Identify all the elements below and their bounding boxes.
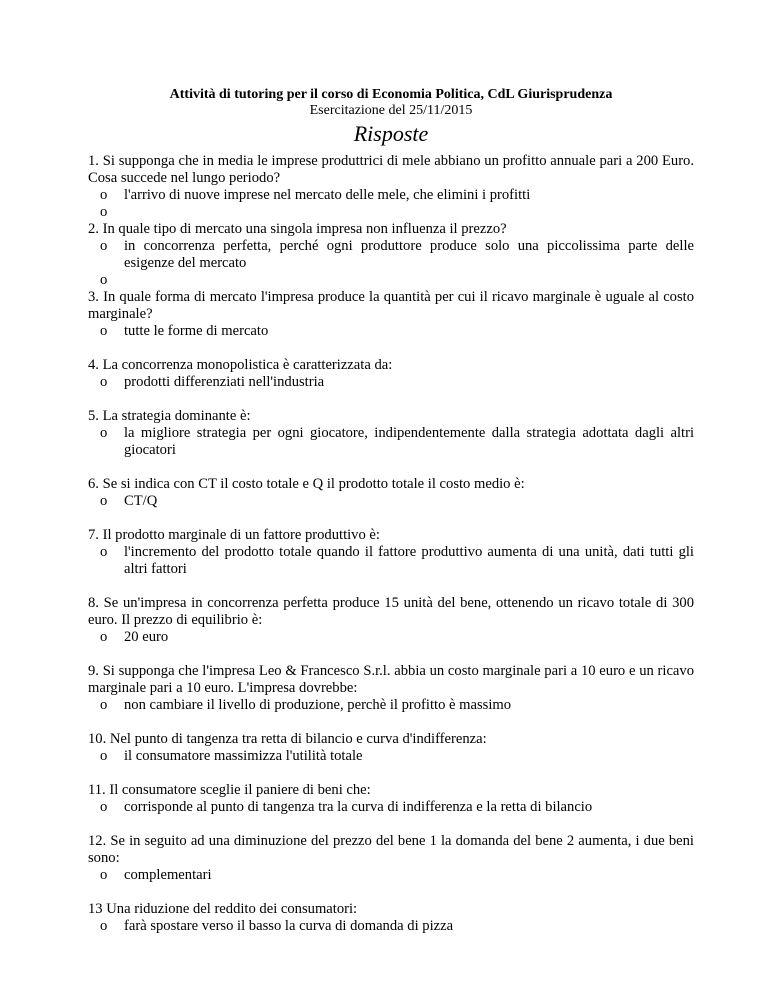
answer-text: la migliore strategia per ogni giocatore, indipendentemente dalla strategia adottata dagli altri giocatori	[124, 425, 694, 458]
question-text: 8. Se un'impresa in concorrenza perfetta produce 15 unità del bene, ottenendo un ricavo totale di 300 euro. Il prezzo di equilibrio è:	[88, 595, 694, 628]
question-text: 3. In quale forma di mercato l'impresa produce la quantità per cui il ricavo marginale è uguale al costo marginale?	[88, 289, 694, 322]
question-block	[88, 595, 694, 663]
spacer	[88, 391, 694, 408]
spacer	[88, 646, 694, 663]
answer-item	[88, 629, 694, 646]
question-block	[88, 476, 694, 527]
answer-item	[88, 272, 694, 289]
question-text: 7. Il prodotto marginale di un fattore produttivo è:	[88, 527, 380, 543]
question-text: 6. Se si indica con CT il costo totale e Q il prodotto totale il costo medio è:	[88, 476, 525, 492]
answer-item	[88, 374, 694, 391]
spacer	[88, 714, 694, 731]
question-text: 1. Si supponga che in media le imprese produttrici di mele abbiano un profitto annuale pari a 200 Euro. Cosa succede nel lungo periodo?	[88, 153, 694, 186]
question-block	[88, 357, 694, 408]
document-subtitle: Esercitazione del 25/11/2015	[309, 103, 473, 118]
spacer	[88, 340, 694, 357]
answer-item	[88, 238, 694, 272]
question-block	[88, 221, 694, 289]
question-text: 2. In quale tipo di mercato una singola impresa non influenza il prezzo?	[88, 221, 507, 237]
spacer	[88, 884, 694, 901]
question-list	[88, 153, 694, 935]
answer-text: non cambiare il livello di produzione, perchè il profitto è massimo	[124, 697, 512, 713]
document-page	[88, 86, 694, 935]
answer-item	[88, 187, 694, 204]
question-block	[88, 527, 694, 595]
spacer	[88, 510, 694, 527]
bullet-circle-icon: o	[100, 493, 108, 509]
question-block	[88, 663, 694, 731]
answer-item	[88, 799, 694, 816]
answer-item	[88, 425, 694, 459]
bullet-circle-icon: o	[100, 204, 108, 220]
bullet-circle-icon: o	[100, 374, 108, 390]
answer-text: farà spostare verso il basso la curva di domanda di pizza	[124, 918, 454, 934]
answer-item	[88, 697, 694, 714]
answer-text	[124, 272, 694, 289]
bullet-circle-icon: o	[100, 425, 108, 441]
bullet-circle-icon: o	[100, 799, 108, 815]
question-block	[88, 833, 694, 901]
document-title: Attività di tutoring per il corso di Economia Politica, CdL Giurisprudenza	[169, 87, 613, 102]
document-heading: Risposte	[353, 121, 429, 146]
answer-item	[88, 544, 694, 578]
spacer	[88, 578, 694, 595]
bullet-circle-icon: o	[100, 238, 108, 254]
question-text: 11. Il consumatore sceglie il paniere di beni che:	[88, 782, 371, 798]
question-text: 5. La strategia dominante è:	[88, 408, 251, 424]
question-text: 4. La concorrenza monopolistica è caratterizzata da:	[88, 357, 393, 373]
answer-text: tutte le forme di mercato	[124, 323, 269, 339]
question-block	[88, 408, 694, 476]
question-block	[88, 153, 694, 221]
bullet-circle-icon: o	[100, 323, 108, 339]
question-text: 10. Nel punto di tangenza tra retta di bilancio e curva d'indifferenza:	[88, 731, 487, 747]
question-text: 9. Si supponga che l'impresa Leo & Francesco S.r.l. abbia un costo marginale pari a 10 euro e un ricavo marginale pari a 10 euro. L'impresa dovrebbe:	[88, 663, 694, 696]
answer-text: in concorrenza perfetta, perché ogni produttore produce solo una piccolissima parte delle esigenze del mercato	[124, 238, 694, 271]
answer-text: corrisponde al punto di tangenza tra la curva di indifferenza e la retta di bilancio	[124, 799, 593, 815]
answer-text	[124, 204, 694, 221]
bullet-circle-icon: o	[100, 867, 108, 883]
answer-text: CT/Q	[124, 493, 158, 509]
answer-item	[88, 204, 694, 221]
answer-item	[88, 323, 694, 340]
answer-item	[88, 867, 694, 884]
bullet-circle-icon: o	[100, 544, 108, 560]
answer-text: prodotti differenziati nell'industria	[124, 374, 325, 390]
bullet-circle-icon: o	[100, 918, 108, 934]
question-block	[88, 289, 694, 357]
answer-item	[88, 748, 694, 765]
answer-text: il consumatore massimizza l'utilità totale	[124, 748, 363, 764]
question-text: 13 Una riduzione del reddito dei consumatori:	[88, 901, 358, 917]
question-block	[88, 901, 694, 935]
bullet-circle-icon: o	[100, 748, 108, 764]
answer-text: complementari	[124, 867, 212, 883]
bullet-circle-icon: o	[100, 697, 108, 713]
spacer	[88, 816, 694, 833]
answer-text: 20 euro	[124, 629, 169, 645]
bullet-circle-icon: o	[100, 187, 108, 203]
spacer	[88, 765, 694, 782]
answer-text: l'incremento del prodotto totale quando il fattore produttivo aumenta di una unità, dati tutti gli altri fattori	[124, 544, 694, 577]
document-header	[88, 86, 694, 147]
answer-text: l'arrivo di nuove imprese nel mercato delle mele, che elimini i profitti	[124, 187, 531, 203]
spacer	[88, 459, 694, 476]
answer-item	[88, 918, 694, 935]
bullet-circle-icon: o	[100, 629, 108, 645]
question-block	[88, 731, 694, 782]
answer-item	[88, 493, 694, 510]
question-text: 12. Se in seguito ad una diminuzione del prezzo del bene 1 la domanda del bene 2 aumenta, i due beni sono:	[88, 833, 694, 866]
bullet-circle-icon: o	[100, 272, 108, 288]
question-block	[88, 782, 694, 833]
